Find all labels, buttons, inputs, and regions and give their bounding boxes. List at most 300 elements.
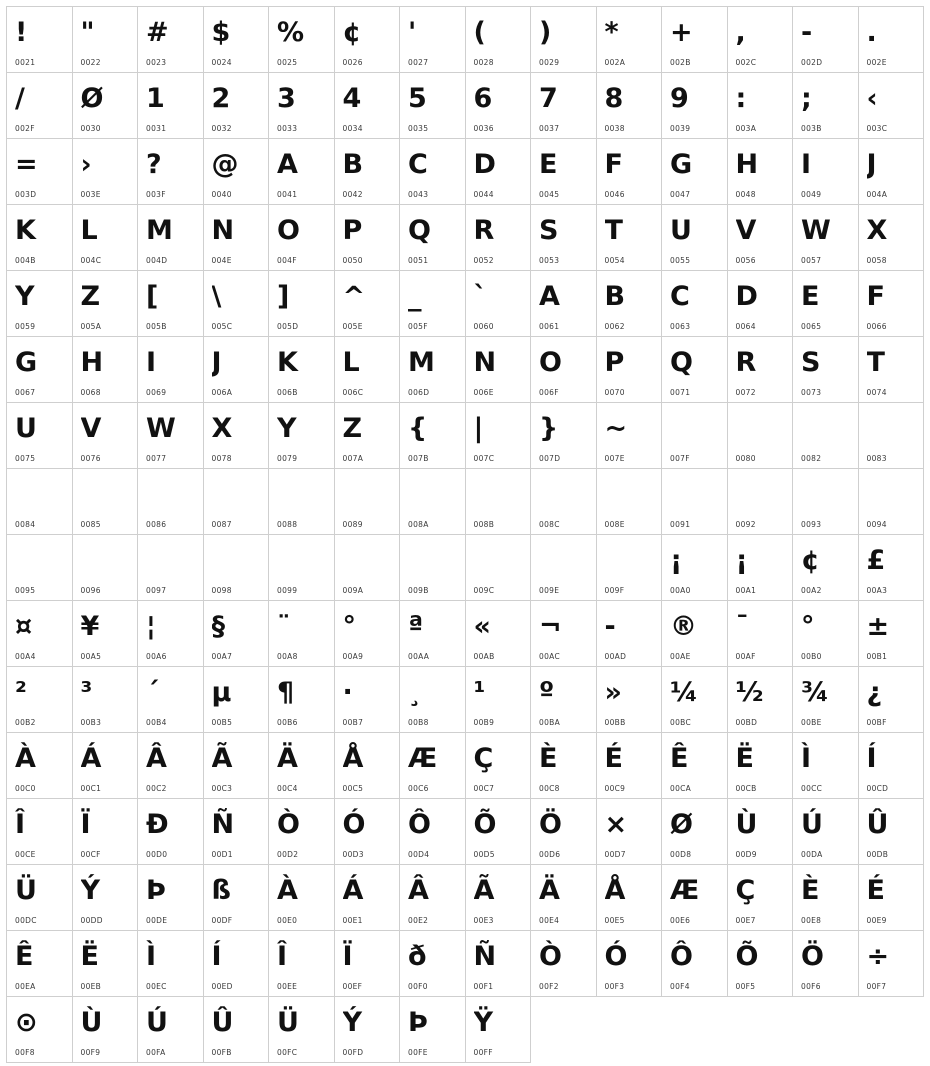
glyph-cell[interactable] bbox=[793, 337, 859, 403]
glyph-cell[interactable] bbox=[662, 139, 728, 205]
glyph-cell[interactable] bbox=[269, 931, 335, 997]
glyph-codepoint: 007E bbox=[604, 454, 625, 463]
glyph-cell[interactable] bbox=[204, 799, 270, 865]
glyph-codepoint: 00D1 bbox=[211, 850, 233, 859]
glyph-cell[interactable] bbox=[531, 865, 597, 931]
glyph-cell[interactable] bbox=[859, 7, 925, 73]
glyph-codepoint: 0082 bbox=[801, 454, 822, 463]
glyph-cell[interactable] bbox=[335, 271, 401, 337]
glyph-cell[interactable] bbox=[400, 601, 466, 667]
glyph-cell[interactable] bbox=[662, 931, 728, 997]
glyph-cell[interactable] bbox=[859, 403, 925, 469]
glyph-cell[interactable] bbox=[859, 799, 925, 865]
glyph-cell[interactable] bbox=[204, 931, 270, 997]
glyph-cell[interactable] bbox=[728, 205, 794, 271]
glyph-cell[interactable] bbox=[138, 865, 204, 931]
glyph-cell[interactable] bbox=[793, 733, 859, 799]
glyph-character: Ã bbox=[473, 875, 495, 906]
glyph-cell[interactable] bbox=[597, 931, 663, 997]
glyph-cell[interactable] bbox=[204, 403, 270, 469]
glyph-character: ¸ bbox=[408, 677, 422, 708]
glyph-cell[interactable] bbox=[204, 865, 270, 931]
glyph-cell[interactable] bbox=[73, 931, 139, 997]
glyph-cell[interactable] bbox=[859, 601, 925, 667]
glyph-cell[interactable] bbox=[204, 73, 270, 139]
glyph-cell[interactable] bbox=[335, 997, 401, 1063]
glyph-cell[interactable] bbox=[662, 7, 728, 73]
glyph-cell[interactable] bbox=[466, 469, 532, 535]
glyph-cell[interactable] bbox=[138, 733, 204, 799]
glyph-cell[interactable] bbox=[400, 271, 466, 337]
glyph-cell[interactable] bbox=[269, 271, 335, 337]
glyph-cell[interactable] bbox=[597, 799, 663, 865]
glyph-cell[interactable] bbox=[335, 73, 401, 139]
glyph-cell[interactable] bbox=[728, 865, 794, 931]
glyph-cell[interactable] bbox=[400, 799, 466, 865]
glyph-cell[interactable] bbox=[269, 733, 335, 799]
glyph-cell[interactable] bbox=[662, 403, 728, 469]
glyph-cell[interactable] bbox=[597, 667, 663, 733]
glyph-cell[interactable] bbox=[73, 601, 139, 667]
glyph-cell[interactable] bbox=[531, 403, 597, 469]
glyph-cell[interactable] bbox=[662, 469, 728, 535]
glyph-cell[interactable] bbox=[269, 799, 335, 865]
glyph-codepoint: 0056 bbox=[735, 256, 756, 265]
glyph-cell[interactable] bbox=[793, 403, 859, 469]
glyph-cell[interactable] bbox=[269, 139, 335, 205]
glyph-cell[interactable] bbox=[662, 271, 728, 337]
glyph-cell[interactable] bbox=[859, 733, 925, 799]
glyph-cell[interactable] bbox=[204, 733, 270, 799]
glyph-cell[interactable] bbox=[400, 139, 466, 205]
glyph-cell[interactable] bbox=[400, 865, 466, 931]
glyph-cell[interactable] bbox=[269, 667, 335, 733]
glyph-cell[interactable] bbox=[335, 535, 401, 601]
glyph-character bbox=[15, 473, 68, 517]
glyph-codepoint: 0066 bbox=[866, 322, 887, 331]
glyph-cell[interactable] bbox=[204, 337, 270, 403]
glyph-codepoint: 0062 bbox=[604, 322, 625, 331]
glyph-codepoint: 002C bbox=[735, 58, 757, 67]
glyph-cell[interactable] bbox=[73, 799, 139, 865]
glyph-cell[interactable] bbox=[597, 733, 663, 799]
glyph-cell[interactable] bbox=[204, 139, 270, 205]
glyph-cell[interactable] bbox=[728, 931, 794, 997]
glyph-cell[interactable] bbox=[531, 73, 597, 139]
glyph-cell[interactable] bbox=[466, 7, 532, 73]
glyph-codepoint: 0076 bbox=[80, 454, 101, 463]
glyph-cell[interactable] bbox=[793, 931, 859, 997]
glyph-cell[interactable] bbox=[531, 7, 597, 73]
glyph-cell[interactable] bbox=[7, 469, 73, 535]
glyph-character: @ bbox=[211, 149, 239, 180]
glyph-cell[interactable] bbox=[269, 7, 335, 73]
glyph-character: Ñ bbox=[211, 809, 235, 840]
glyph-character: ¢ bbox=[342, 17, 362, 48]
glyph-cell[interactable] bbox=[466, 535, 532, 601]
glyph-cell[interactable] bbox=[400, 205, 466, 271]
glyph-cell[interactable] bbox=[728, 799, 794, 865]
glyph-cell[interactable] bbox=[73, 337, 139, 403]
glyph-cell[interactable] bbox=[662, 799, 728, 865]
glyph-cell[interactable] bbox=[728, 139, 794, 205]
glyph-cell-empty bbox=[728, 997, 794, 1063]
glyph-cell[interactable] bbox=[269, 73, 335, 139]
glyph-cell[interactable] bbox=[400, 7, 466, 73]
glyph-cell[interactable] bbox=[793, 535, 859, 601]
glyph-codepoint: 00A7 bbox=[211, 652, 233, 661]
glyph-cell[interactable] bbox=[793, 7, 859, 73]
glyph-cell[interactable] bbox=[793, 271, 859, 337]
glyph-cell[interactable] bbox=[597, 205, 663, 271]
glyph-codepoint: 00AF bbox=[735, 652, 756, 661]
glyph-cell[interactable] bbox=[138, 205, 204, 271]
glyph-cell[interactable] bbox=[138, 7, 204, 73]
glyph-cell[interactable] bbox=[7, 931, 73, 997]
glyph-character: ! bbox=[15, 17, 28, 48]
glyph-codepoint: 00AA bbox=[408, 652, 430, 661]
glyph-codepoint: 005D bbox=[277, 322, 299, 331]
glyph-cell[interactable] bbox=[597, 73, 663, 139]
glyph-codepoint: 00BB bbox=[604, 718, 626, 727]
glyph-cell[interactable] bbox=[138, 403, 204, 469]
glyph-cell[interactable] bbox=[204, 997, 270, 1063]
glyph-cell[interactable] bbox=[597, 865, 663, 931]
glyph-cell[interactable] bbox=[7, 535, 73, 601]
glyph-codepoint: 007C bbox=[473, 454, 495, 463]
glyph-cell[interactable] bbox=[400, 73, 466, 139]
glyph-cell[interactable] bbox=[466, 865, 532, 931]
glyph-cell[interactable] bbox=[400, 469, 466, 535]
glyph-character: N bbox=[211, 215, 235, 246]
glyph-codepoint: 00C1 bbox=[80, 784, 102, 793]
glyph-cell[interactable] bbox=[531, 271, 597, 337]
glyph-cell[interactable] bbox=[138, 535, 204, 601]
glyph-cell-empty bbox=[531, 997, 597, 1063]
glyph-cell[interactable] bbox=[466, 997, 532, 1063]
glyph-codepoint: 003A bbox=[735, 124, 757, 133]
glyph-cell[interactable] bbox=[204, 601, 270, 667]
glyph-character bbox=[212, 539, 265, 583]
glyph-cell[interactable] bbox=[7, 733, 73, 799]
glyph-codepoint: 0085 bbox=[80, 520, 101, 529]
glyph-cell[interactable] bbox=[859, 469, 925, 535]
glyph-codepoint: 0096 bbox=[80, 586, 101, 595]
glyph-cell[interactable] bbox=[269, 865, 335, 931]
glyph-cell[interactable] bbox=[204, 271, 270, 337]
glyph-cell[interactable] bbox=[269, 469, 335, 535]
glyph-cell[interactable] bbox=[859, 667, 925, 733]
glyph-cell[interactable] bbox=[7, 337, 73, 403]
glyph-cell[interactable] bbox=[335, 139, 401, 205]
glyph-cell[interactable] bbox=[662, 205, 728, 271]
glyph-cell[interactable] bbox=[204, 7, 270, 73]
glyph-cell[interactable] bbox=[662, 73, 728, 139]
glyph-cell[interactable] bbox=[859, 535, 925, 601]
glyph-cell[interactable] bbox=[73, 73, 139, 139]
glyph-codepoint: 0073 bbox=[801, 388, 822, 397]
glyph-cell[interactable] bbox=[335, 601, 401, 667]
glyph-cell[interactable] bbox=[728, 601, 794, 667]
glyph-cell[interactable] bbox=[662, 601, 728, 667]
glyph-character: J bbox=[211, 347, 222, 378]
glyph-cell[interactable] bbox=[73, 403, 139, 469]
glyph-cell[interactable] bbox=[531, 667, 597, 733]
glyph-cell[interactable] bbox=[138, 601, 204, 667]
glyph-codepoint: 0084 bbox=[15, 520, 36, 529]
glyph-cell[interactable] bbox=[138, 931, 204, 997]
glyph-cell[interactable] bbox=[531, 139, 597, 205]
glyph-cell[interactable] bbox=[859, 205, 925, 271]
glyph-cell[interactable] bbox=[466, 733, 532, 799]
glyph-cell[interactable] bbox=[728, 667, 794, 733]
glyph-character bbox=[867, 407, 920, 451]
glyph-cell[interactable] bbox=[400, 667, 466, 733]
glyph-codepoint: 00FA bbox=[146, 1048, 166, 1057]
glyph-cell[interactable] bbox=[728, 733, 794, 799]
glyph-cell[interactable] bbox=[859, 865, 925, 931]
glyph-cell[interactable] bbox=[7, 997, 73, 1063]
glyph-cell[interactable] bbox=[73, 733, 139, 799]
glyph-cell[interactable] bbox=[531, 733, 597, 799]
glyph-cell[interactable] bbox=[793, 865, 859, 931]
glyph-cell[interactable] bbox=[7, 7, 73, 73]
glyph-codepoint: 0047 bbox=[670, 190, 691, 199]
glyph-cell[interactable] bbox=[73, 271, 139, 337]
glyph-cell[interactable] bbox=[335, 469, 401, 535]
glyph-character: R bbox=[735, 347, 757, 378]
glyph-character: Ø bbox=[80, 83, 104, 114]
glyph-cell[interactable] bbox=[138, 271, 204, 337]
glyph-cell[interactable] bbox=[7, 799, 73, 865]
glyph-cell[interactable] bbox=[7, 205, 73, 271]
glyph-cell[interactable] bbox=[400, 931, 466, 997]
glyph-cell[interactable] bbox=[597, 337, 663, 403]
glyph-cell[interactable] bbox=[138, 667, 204, 733]
glyph-character: ð bbox=[408, 941, 427, 972]
glyph-character: È bbox=[539, 743, 558, 774]
glyph-character bbox=[81, 473, 134, 517]
glyph-cell[interactable] bbox=[466, 667, 532, 733]
glyph-cell[interactable] bbox=[335, 7, 401, 73]
glyph-cell[interactable] bbox=[269, 337, 335, 403]
glyph-codepoint: 0027 bbox=[408, 58, 429, 67]
glyph-cell[interactable] bbox=[400, 997, 466, 1063]
glyph-character: I bbox=[146, 347, 157, 378]
glyph-codepoint: 004E bbox=[211, 256, 232, 265]
glyph-cell[interactable] bbox=[466, 73, 532, 139]
glyph-cell[interactable] bbox=[728, 73, 794, 139]
glyph-codepoint: 00B1 bbox=[866, 652, 888, 661]
glyph-cell[interactable] bbox=[662, 337, 728, 403]
glyph-cell[interactable] bbox=[466, 139, 532, 205]
glyph-cell[interactable] bbox=[793, 667, 859, 733]
glyph-cell[interactable] bbox=[73, 205, 139, 271]
glyph-cell[interactable] bbox=[597, 469, 663, 535]
glyph-cell[interactable] bbox=[859, 271, 925, 337]
glyph-cell[interactable] bbox=[73, 997, 139, 1063]
glyph-codepoint: 004F bbox=[277, 256, 297, 265]
glyph-character: / bbox=[15, 83, 25, 114]
glyph-cell[interactable] bbox=[793, 469, 859, 535]
glyph-cell[interactable] bbox=[204, 469, 270, 535]
glyph-cell[interactable] bbox=[793, 205, 859, 271]
glyph-cell[interactable] bbox=[728, 271, 794, 337]
glyph-cell[interactable] bbox=[466, 403, 532, 469]
glyph-cell[interactable] bbox=[466, 931, 532, 997]
glyph-cell[interactable] bbox=[138, 337, 204, 403]
glyph-cell[interactable] bbox=[7, 403, 73, 469]
glyph-cell[interactable] bbox=[204, 535, 270, 601]
glyph-cell[interactable] bbox=[531, 205, 597, 271]
glyph-cell[interactable] bbox=[7, 601, 73, 667]
glyph-cell[interactable] bbox=[73, 535, 139, 601]
glyph-cell[interactable] bbox=[531, 535, 597, 601]
glyph-cell[interactable] bbox=[531, 469, 597, 535]
glyph-cell[interactable] bbox=[335, 667, 401, 733]
glyph-cell[interactable] bbox=[7, 73, 73, 139]
glyph-cell[interactable] bbox=[466, 205, 532, 271]
glyph-cell[interactable] bbox=[859, 931, 925, 997]
glyph-cell[interactable] bbox=[335, 799, 401, 865]
glyph-cell[interactable] bbox=[793, 799, 859, 865]
glyph-cell[interactable] bbox=[138, 139, 204, 205]
glyph-cell[interactable] bbox=[400, 535, 466, 601]
glyph-cell[interactable] bbox=[138, 469, 204, 535]
glyph-cell[interactable] bbox=[859, 139, 925, 205]
glyph-character: 3 bbox=[277, 83, 296, 114]
glyph-codepoint: 00CD bbox=[866, 784, 889, 793]
glyph-cell[interactable] bbox=[531, 601, 597, 667]
glyph-cell[interactable] bbox=[269, 601, 335, 667]
glyph-cell[interactable] bbox=[597, 535, 663, 601]
glyph-cell[interactable] bbox=[400, 337, 466, 403]
glyph-cell[interactable] bbox=[466, 601, 532, 667]
glyph-codepoint: 002D bbox=[801, 58, 823, 67]
glyph-character: Î bbox=[15, 809, 26, 840]
glyph-cell[interactable] bbox=[269, 997, 335, 1063]
glyph-cell[interactable] bbox=[466, 799, 532, 865]
glyph-character: H bbox=[80, 347, 104, 378]
glyph-cell[interactable] bbox=[859, 73, 925, 139]
glyph-cell[interactable] bbox=[204, 205, 270, 271]
glyph-character: Ó bbox=[604, 941, 628, 972]
glyph-cell[interactable] bbox=[73, 7, 139, 73]
glyph-cell[interactable] bbox=[138, 799, 204, 865]
glyph-cell[interactable] bbox=[728, 7, 794, 73]
glyph-character: ÷ bbox=[866, 941, 890, 972]
glyph-cell[interactable] bbox=[400, 733, 466, 799]
glyph-character: ¿ bbox=[866, 677, 883, 708]
glyph-cell[interactable] bbox=[73, 865, 139, 931]
glyph-codepoint: 004B bbox=[15, 256, 36, 265]
glyph-cell[interactable] bbox=[793, 601, 859, 667]
glyph-cell[interactable] bbox=[335, 337, 401, 403]
glyph-codepoint: 00EF bbox=[342, 982, 363, 991]
glyph-character: × bbox=[604, 809, 628, 840]
glyph-codepoint: 0045 bbox=[539, 190, 560, 199]
glyph-cell[interactable] bbox=[597, 7, 663, 73]
glyph-cell[interactable] bbox=[728, 337, 794, 403]
glyph-cell[interactable] bbox=[597, 403, 663, 469]
glyph-character: P bbox=[604, 347, 625, 378]
glyph-character: ¢ bbox=[801, 545, 820, 576]
glyph-cell[interactable] bbox=[597, 139, 663, 205]
glyph-character: Û bbox=[211, 1007, 234, 1038]
glyph-cell[interactable] bbox=[138, 73, 204, 139]
glyph-cell[interactable] bbox=[7, 667, 73, 733]
glyph-character bbox=[146, 473, 199, 517]
glyph-character: É bbox=[604, 743, 623, 774]
glyph-character: Ê bbox=[670, 743, 689, 774]
glyph-cell[interactable] bbox=[531, 337, 597, 403]
glyph-codepoint: 006C bbox=[342, 388, 364, 397]
glyph-codepoint: 0075 bbox=[15, 454, 36, 463]
glyph-cell[interactable] bbox=[728, 403, 794, 469]
glyph-character: A bbox=[277, 149, 298, 180]
glyph-cell[interactable] bbox=[7, 139, 73, 205]
glyph-codepoint: 00FF bbox=[473, 1048, 493, 1057]
glyph-codepoint: 00B2 bbox=[15, 718, 36, 727]
glyph-cell[interactable] bbox=[728, 469, 794, 535]
glyph-cell[interactable] bbox=[859, 337, 925, 403]
glyph-cell[interactable] bbox=[7, 271, 73, 337]
glyph-character: ¡ bbox=[735, 545, 748, 576]
glyph-codepoint: 0086 bbox=[146, 520, 167, 529]
glyph-cell[interactable] bbox=[204, 667, 270, 733]
glyph-codepoint: 00F4 bbox=[670, 982, 690, 991]
glyph-cell[interactable] bbox=[662, 667, 728, 733]
glyph-cell[interactable] bbox=[335, 865, 401, 931]
glyph-cell[interactable] bbox=[597, 601, 663, 667]
glyph-codepoint: 00AD bbox=[604, 652, 627, 661]
glyph-cell[interactable] bbox=[662, 733, 728, 799]
glyph-character: Ç bbox=[473, 743, 494, 774]
glyph-codepoint: 00C3 bbox=[211, 784, 233, 793]
glyph-cell[interactable] bbox=[73, 469, 139, 535]
glyph-character: Y bbox=[277, 413, 297, 444]
glyph-cell[interactable] bbox=[335, 403, 401, 469]
glyph-cell[interactable] bbox=[597, 271, 663, 337]
glyph-cell[interactable] bbox=[7, 865, 73, 931]
glyph-cell[interactable] bbox=[73, 667, 139, 733]
glyph-codepoint: 00C7 bbox=[473, 784, 495, 793]
glyph-cell[interactable] bbox=[531, 931, 597, 997]
glyph-cell[interactable] bbox=[269, 403, 335, 469]
glyph-cell[interactable] bbox=[662, 535, 728, 601]
glyph-character: Å bbox=[342, 743, 364, 774]
glyph-cell[interactable] bbox=[269, 535, 335, 601]
glyph-character: Ô bbox=[670, 941, 693, 972]
glyph-cell[interactable] bbox=[73, 139, 139, 205]
glyph-cell[interactable] bbox=[728, 535, 794, 601]
glyph-cell[interactable] bbox=[400, 403, 466, 469]
glyph-character: - bbox=[604, 611, 616, 642]
glyph-cell[interactable] bbox=[531, 799, 597, 865]
glyph-cell[interactable] bbox=[793, 139, 859, 205]
glyph-cell[interactable] bbox=[335, 733, 401, 799]
glyph-cell[interactable] bbox=[335, 931, 401, 997]
glyph-cell[interactable] bbox=[138, 997, 204, 1063]
glyph-cell[interactable] bbox=[466, 271, 532, 337]
glyph-cell[interactable] bbox=[335, 205, 401, 271]
glyph-cell[interactable] bbox=[269, 205, 335, 271]
glyph-cell[interactable] bbox=[662, 865, 728, 931]
glyph-cell[interactable] bbox=[466, 337, 532, 403]
glyph-codepoint: 00D8 bbox=[670, 850, 692, 859]
glyph-cell[interactable] bbox=[793, 73, 859, 139]
glyph-codepoint: 008C bbox=[539, 520, 560, 529]
